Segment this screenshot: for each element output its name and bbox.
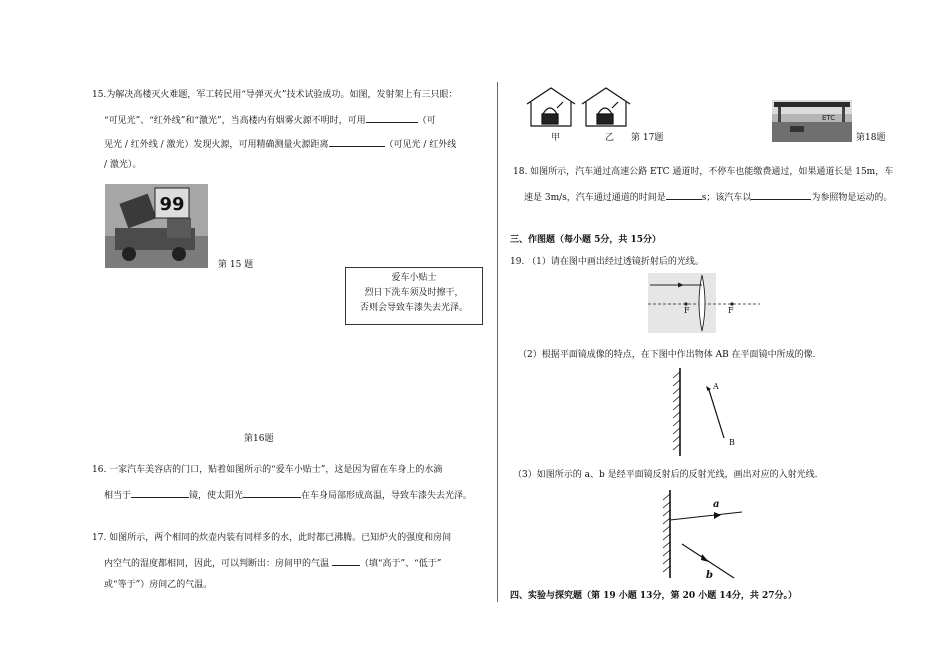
q18-line2a: 速是 3m/s，汽车通过通道的时间是 <box>524 193 666 203</box>
q18-caption: 第18题 <box>856 133 886 143</box>
ray-b-arrow <box>701 554 709 562</box>
q15-blank1[interactable] <box>366 113 418 123</box>
q16-line2b: 镜，使太阳光 <box>189 491 244 501</box>
q18-blank1[interactable] <box>666 190 702 200</box>
label-ray-a: a <box>713 499 720 510</box>
q18-blank2[interactable] <box>751 190 811 200</box>
q17-line1: 17. 如图所示，两个相同的炊壶内装有同样多的水，此时都已沸腾。已知炉火的强度和房间 <box>92 533 452 543</box>
label-ray-b: b <box>706 570 713 581</box>
reflected-rays-diagram[interactable] <box>656 486 752 582</box>
etc-photo-text: ETC <box>822 114 836 122</box>
car-tip-box <box>345 267 483 325</box>
missile-truck-photo <box>105 184 208 268</box>
q16-line2a: 相当于 <box>104 491 132 501</box>
q15-line4: / 激光）。 <box>104 160 142 170</box>
etc-toll-photo <box>772 100 852 142</box>
q15-line3 <box>104 137 456 151</box>
label-b: B <box>729 438 735 447</box>
q15-line3b: （可见光 / 红外线 <box>384 140 457 150</box>
photo-number: 99 <box>159 194 185 215</box>
q17-caption: 第 17题 <box>631 133 664 143</box>
section3-title: 三、作图题（每小题 5分，共 15分） <box>510 235 662 245</box>
tip-title: 爱车小贴士 <box>391 273 437 283</box>
object-ab <box>709 390 724 438</box>
label-f2: F <box>728 306 734 315</box>
house-yi <box>582 88 630 126</box>
mirror-hatching <box>673 372 680 450</box>
q17-blank[interactable] <box>332 556 360 566</box>
tip-line2: 否则会导致车漆失去光泽。 <box>359 303 468 313</box>
q17-line2b: （填“高于”、“低于” <box>359 559 442 569</box>
q18-line1: 18. 如图所示，汽车通过高速公路 ETC 通道时，不停车也能缴费通过，如果通道长是 15m，车 <box>513 167 894 177</box>
label-a: A <box>713 382 719 391</box>
ray-a-arrow <box>714 512 721 519</box>
mirror-2-hatching <box>663 494 670 572</box>
q18-line2c: 为参照物是运动的。 <box>811 193 893 203</box>
q17-line2a: 内空气的湿度都相同，因此，可以判断出：房间甲的气温 <box>104 559 330 569</box>
tip-line1: 烈日下洗车须及时擦干， <box>364 288 464 298</box>
section4-title: 四、实验与探究题（第 19 小题 13分，第 20 小题 14分，共 27分。） <box>510 591 798 601</box>
q18-line2 <box>524 190 892 204</box>
q17-line3: 或“等于”）房间乙的气温。 <box>104 580 213 590</box>
q15-line2 <box>104 113 436 127</box>
q17-line2 <box>104 556 441 570</box>
q16-line2 <box>104 488 472 502</box>
label-f1: F <box>684 306 690 315</box>
label-yi: 乙 <box>605 133 615 143</box>
q16-line2c: 在车身局部形成高温，导致车漆失去光泽。 <box>301 491 473 501</box>
column-divider <box>497 82 498 602</box>
q16-caption: 第16题 <box>244 434 274 444</box>
label-jia: 甲 <box>551 133 561 143</box>
q19-1-text: 19. （1）请在图中画出经过透镜折射后的光线。 <box>510 257 704 267</box>
q15-line2b: （可 <box>417 116 436 126</box>
q15-blank2[interactable] <box>329 137 385 147</box>
lens-diagram[interactable] <box>648 273 760 333</box>
q15-line3a: 见光 / 红外线 / 激光）发现火源，可用精确测量火源距离 <box>104 140 329 150</box>
reflected-ray-a <box>670 512 742 520</box>
kettle-houses-figure <box>525 84 640 128</box>
q19-3-text: （3）如图所示的 a、b 是经平面镜反射后的反射光线，画出对应的入射光线. <box>513 470 818 480</box>
house-jia <box>527 88 575 126</box>
q16-blank1[interactable] <box>131 488 189 498</box>
q15-caption: 第 15 题 <box>218 260 254 270</box>
q16-line1: 16. 一家汽车美容店的门口，贴着如图所示的“爱车小贴士”，这是因为留在车身上的水滴 <box>92 465 443 475</box>
q15-line1: 15.为解决高楼灭火难题，军工转民用“导弹灭火”技术试验成功。如图，发射架上有三只眼： <box>92 90 458 100</box>
object-ab-arrowhead <box>706 386 711 391</box>
q16-blank2[interactable] <box>243 488 301 498</box>
q18-line2b: s；该汽车以 <box>701 193 752 203</box>
q15-line2a: “可见光”、“红外线”和“激光”，当高楼内有烟雾火源不明时，可用 <box>104 116 366 126</box>
q19-2-text: （2）根据平面镜成像的特点，在下图中作出物体 AB 在平面镜中所成的像. <box>518 350 816 360</box>
